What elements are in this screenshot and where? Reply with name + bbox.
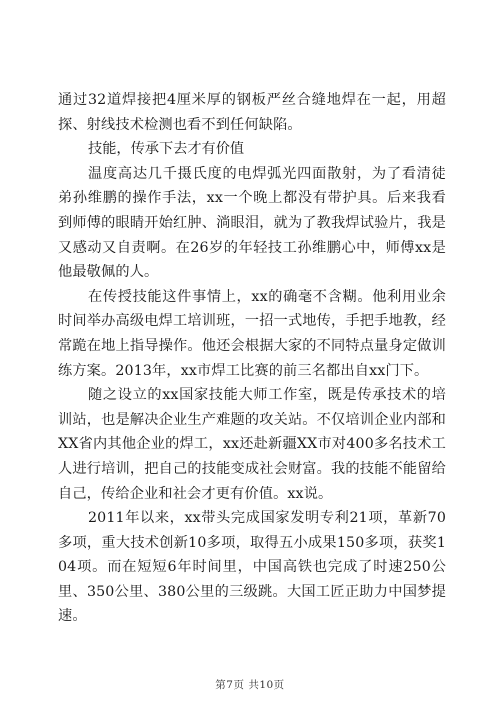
section-heading: 技能，传承下去才有价值	[88, 141, 245, 158]
paragraph-3: 在传授技能这件事情上，xx的确毫不含糊。他利用业余时间举办高级电焊工培训班，一招一式地传，手把手地教，经常跪在地上指导操作。他还会根据大家的不同特点量身定做训练方案。2013年，xx市焊工比赛的前三名都出自xx门下。	[58, 288, 446, 379]
paragraph-5: 2011年以来，xx带头完成国家发明专利21项，革新70多项，重大技术创新10多项，取得五小成果150多项，获奖104项。而在短短6年时间里，中国高铁也完成了时速250公里、350公里、380公里的三级跳。大国工匠正助力中国梦提速。	[58, 510, 446, 625]
paragraph-2: 温度高达几千摄氏度的电焊弧光四面散射，为了看清徒弟孙维鹏的操作手法，xx一个晚上都没有带护具。后来我看到师傅的眼睛开始红肿、淌眼泪，就为了教我焊试验片，我是又感动又自责啊。在26岁的年轻技工孙维鹏心中，师傅xx是他最敬佩的人。	[58, 165, 446, 281]
document-body	[58, 88, 446, 629]
paragraph-4: 随之设立的xx国家技能大师工作室，既是传承技术的培训站，也是解决企业生产难题的攻关站。不仅培训企业内部和XX省内其他企业的焊工，xx还赴新疆XX市对400多名技术工人进行培训，把自己的技能变成社会财富。我的技能不能留给自己，传给企业和社会才更有价值。xx说。	[58, 387, 446, 502]
paragraph-1: 通过32道焊接把4厘米厚的钢板严丝合缝地焊在一起，用超探、射线技术检测也看不到任何缺陷。	[58, 92, 446, 133]
page-number-footer: 第7页 共10页	[215, 679, 285, 691]
